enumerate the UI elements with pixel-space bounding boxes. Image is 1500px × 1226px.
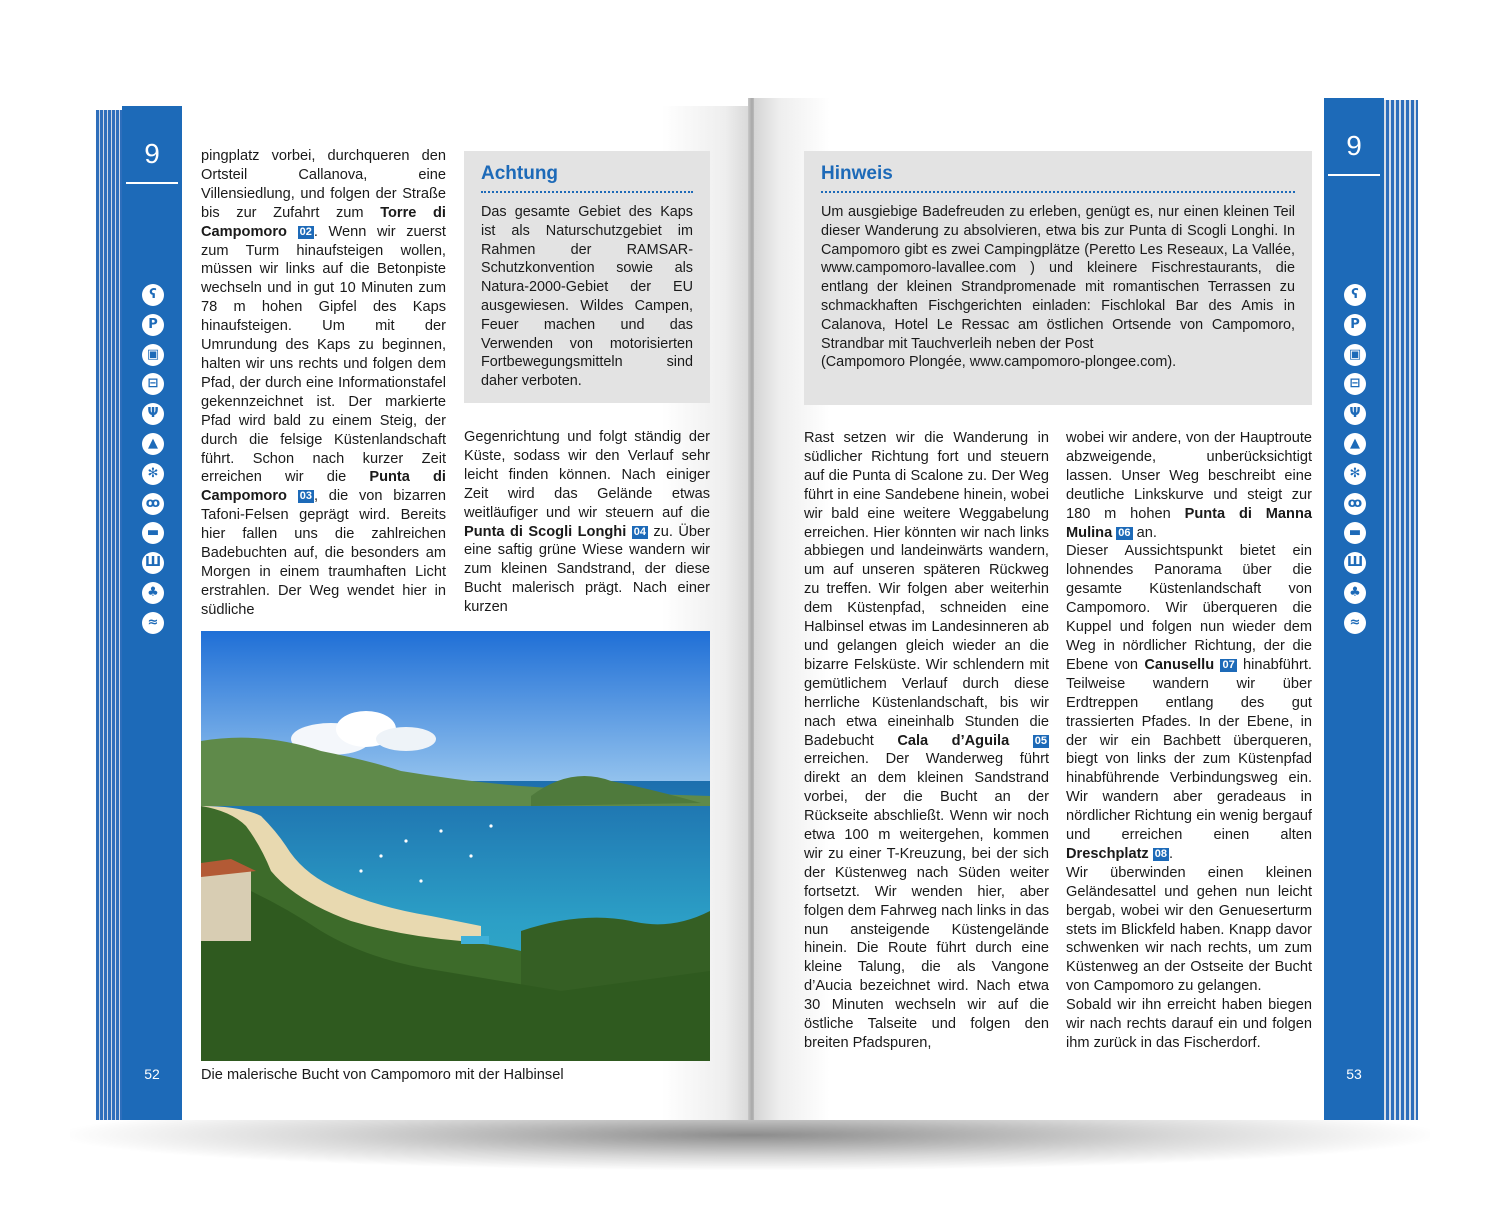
tree-icon: ♣ xyxy=(1344,582,1366,604)
paragraph: pingplatz vorbei, durchqueren den Ortsteil Callanova, eine Villensiedlung, und folgen der Straße bis zur Zufahrt zum xyxy=(201,148,446,221)
restaurant-icon: Ψ xyxy=(1344,403,1366,425)
category-icons xyxy=(142,284,164,642)
page-edges-right xyxy=(1384,100,1418,1120)
paragraph: Wir überwinden einen kleinen Geländesattel und gehen nun leicht bergab, wobei wir den Genueserturm stets im Blickfeld haben. Knapp davor schwenken wir nach rechts, um zum Küstenweg an der Ostseite der Bucht von Campomoro zu gelangen. xyxy=(1066,864,1312,995)
paragraph: an. xyxy=(1132,524,1157,541)
achtung-box xyxy=(464,151,710,403)
waypoint-badge: 03 xyxy=(299,490,312,503)
right-page xyxy=(754,98,1384,1120)
swimming-icon: ≈ xyxy=(1344,612,1366,634)
parking-icon: P xyxy=(1344,314,1366,336)
paragraph: Sobald wir ihn erreicht haben biegen wir nach rechts darauf ein und folgen ihm zurück in das Fischerdorf. xyxy=(1066,997,1312,1051)
place-name: Torre di Campomoro xyxy=(201,204,446,240)
place-name: Dreschplatz xyxy=(1066,845,1149,862)
chapter-divider xyxy=(126,182,178,184)
bear-face-icon: ʕ xyxy=(142,284,164,306)
waypoint-badge: 07 xyxy=(1222,658,1235,671)
place-name: Canusellu xyxy=(1144,656,1215,673)
chapter-number: 9 xyxy=(144,138,160,169)
tent-icon: ▲ xyxy=(1344,433,1366,455)
waypoint-badge: 02 xyxy=(299,225,312,238)
place-name: Punta di Campomoro xyxy=(201,469,446,505)
restaurant-icon: Ψ xyxy=(142,403,164,425)
box-text xyxy=(821,203,1295,372)
place-name: Punta di Scogli Longhi xyxy=(464,523,627,540)
bed-icon: ▬ xyxy=(1344,522,1366,544)
text-column-1 xyxy=(804,429,1049,1053)
bay-photo xyxy=(201,631,710,1061)
text-column-2 xyxy=(1066,429,1312,1053)
paragraph: erreichen. Der Wanderweg führt direkt an dem kleinen Sandstrand vorbei, der die Bucht an der Rückseite abschließt. Wenn wir noch etwa 100 m weitergehen, kommen wir zu einer T-Kreuzung, bei der sich der Küstenweg nach Süden weiter fortsetzt. Wir wenden hier, aber folgen dem Fahrweg nach links in das nun ansteigende Küstengelände hinein. Die Route führt durch eine kleine Talung, die als Vangone d’Aucia bezeichnet wird. Nach etwa 30 Minuten wechseln wir auf die östliche Talseite und folgen den breiten Pfadspuren, xyxy=(804,751,1049,1051)
box-divider xyxy=(481,191,693,193)
place-name: Cala d’Aguila xyxy=(897,732,1010,749)
waypoint-badge: 06 xyxy=(1118,526,1131,539)
paragraph: Rast setzen wir die Wanderung in südlicher Richtung fort und steuern auf die Punta di Scalone zu. Der Weg führt in eine Sandebene hinein, wobei wir bald eine weitere Weggabelung erreichen. Hier könnten wir nach links abbiegen und landeinwärts wandern, um auf unseren späteren Rückweg zu treffen. Wir folgen aber weiterhin dem Küstenpfad, schneiden eine Halbinsel etwas im Landesinneren ab und gelangen gleich wieder an die bizarre Felsküste. Wir schlendern mit gemütlichem Verlauf durch diese herrliche Küstenlandschaft, bis wir nach etwa eineinhalb Stunden die Badebucht xyxy=(804,430,1049,749)
bicycle-icon: ꝏ xyxy=(1344,493,1366,515)
waypoint-badge: 04 xyxy=(633,525,646,538)
museum-icon: Ш xyxy=(142,552,164,574)
box-title: Hinweis xyxy=(821,163,893,184)
box-text: Das gesamte Gebiet des Kaps ist als Naturschutzgebiet im Rahmen der RAMSAR-Schutzkonvention sowie als Natura-2000-Gebiet der EU ausgewiesen. Wildes Campen, Feuer machen und das Verwenden von motorisierten Fortbewegungsmitteln sind daher verboten. xyxy=(481,204,693,390)
bed-icon: ▬ xyxy=(142,522,164,544)
bicycle-icon: ꝏ xyxy=(142,493,164,515)
cable-car-icon: ⊟ xyxy=(142,373,164,395)
museum-icon: Ш xyxy=(1344,552,1366,574)
box-title: Achtung xyxy=(481,163,559,184)
paragraph: hinabführt. Teilweise wandern wir über Erdtreppen entlang des gut trassierten Pfades. In der Ebene, in der wir ein Bachbett überqueren, biegt von links der zum Küstenpfad hinabführende Verbindungsweg ein. Wir wandern aber geradeaus in nördlicher Richtung ein wenig bergauf und erreichen einen alten xyxy=(1066,656,1312,844)
paragraph: . Wenn wir zuerst zum Turm hinaufsteigen wollen, müssen wir links auf die Betonpiste wechseln und in gut 10 Minuten zum 78 m hohen Gipfel des Kaps hinaufsteigen. Um mit der Umrundung des Kaps zu beginnen, halten wir uns rechts und folgen dem Pfad, der durch eine Informationstafel gekennzeichnet ist. Der markierte Pfad wird bald zu einem Steig, der durch die felsige Küstenlandschaft führt. Schon nach kurzer Zeit erreichen wir die xyxy=(201,223,446,486)
page-number: 52 xyxy=(144,1066,160,1082)
left-sidebar xyxy=(122,106,182,1120)
snowflake-icon: ✻ xyxy=(142,463,164,485)
left-page xyxy=(122,106,750,1120)
bus-icon: ▣ xyxy=(1344,344,1366,366)
right-sidebar xyxy=(1324,98,1384,1120)
photo-caption: Die malerische Bucht von Campomoro mit der Halbinsel xyxy=(201,1067,564,1083)
box-divider xyxy=(821,191,1295,193)
paragraph: wobei wir andere, von der Hauptroute abzweigende, unberücksichtigt lassen. Unser Weg beschreibt eine deutliche Linkskurve und steigt zur 180 m hohen xyxy=(1066,430,1312,522)
chapter-number: 9 xyxy=(1346,130,1362,161)
tent-icon: ▲ xyxy=(142,433,164,455)
bus-icon: ▣ xyxy=(142,344,164,366)
place-name: Punta di Manna Mulina xyxy=(1066,505,1312,541)
category-icons xyxy=(1344,284,1366,642)
text-column-1 xyxy=(201,147,446,620)
paragraph: Gegenrichtung und folgt ständig der Küste, sodass wir den Verlauf sehr leicht finden können. Nach einiger Zeit wird das Gelände etwas weitläufiger und wir steuern auf die xyxy=(464,429,710,521)
swimming-icon: ≈ xyxy=(142,612,164,634)
waypoint-badge: 08 xyxy=(1154,847,1168,860)
bear-face-icon: ʕ xyxy=(1344,284,1366,306)
tree-icon: ♣ xyxy=(142,582,164,604)
box-paragraph: Um ausgiebige Badefreuden zu erleben, genügt es, nur einen kleinen Teil dieser Wanderung zu absolvieren, etwa bis zur Punta di Scogli Longhi. In Campomoro gibt es zwei Campingplätze (Peretto Les Reseaux, La Vallée, www.campomoro-lavallee.com ) und kleinere Fischrestaurants, die entlang der kleinen Strandpromenade mit romantischen Terrassen zu schmackhaften Fischgerichten einladen: Fischlokal Bar des Amis in Calanova, Hotel Le Ressac am östlichen Ortsende von Campomoro, Strandbar mit Tauchverleih neben der Post xyxy=(821,204,1295,352)
paragraph: . xyxy=(1169,845,1174,862)
paragraph: zu. Über eine saftig grüne Wiese wandern wir zum kleinen Sandstrand, der diese Bucht malerisch prägt. Nach einer kurzen xyxy=(464,523,710,616)
paragraph: Dieser Aussichtspunkt bietet ein lohnendes Panorama über die gesamte Küstenlandschaft von Campomoro. Wir überqueren die Kuppel und folgen nun wieder dem Weg in nördlicher Richtung, der die Ebene von xyxy=(1066,543,1312,673)
text-column-2 xyxy=(464,428,710,617)
hinweis-box xyxy=(804,151,1312,405)
cable-car-icon: ⊟ xyxy=(1344,373,1366,395)
waypoint-badge: 05 xyxy=(1034,734,1048,747)
paragraph: , die von bizarren Tafoni-Felsen geprägt wird. Bereits hier fallen uns die zahlreichen Badebuchten auf, die besonders am Morgen in einem traumhaften Licht erstrahlen. Der Weg wendet hier in südliche xyxy=(201,488,446,618)
parking-icon: P xyxy=(142,314,164,336)
box-paragraph: (Campomoro Plongée, www.campomoro-plongee.com). xyxy=(821,354,1177,371)
page-number: 53 xyxy=(1346,1066,1362,1082)
snowflake-icon: ✻ xyxy=(1344,463,1366,485)
chapter-divider xyxy=(1328,174,1380,176)
